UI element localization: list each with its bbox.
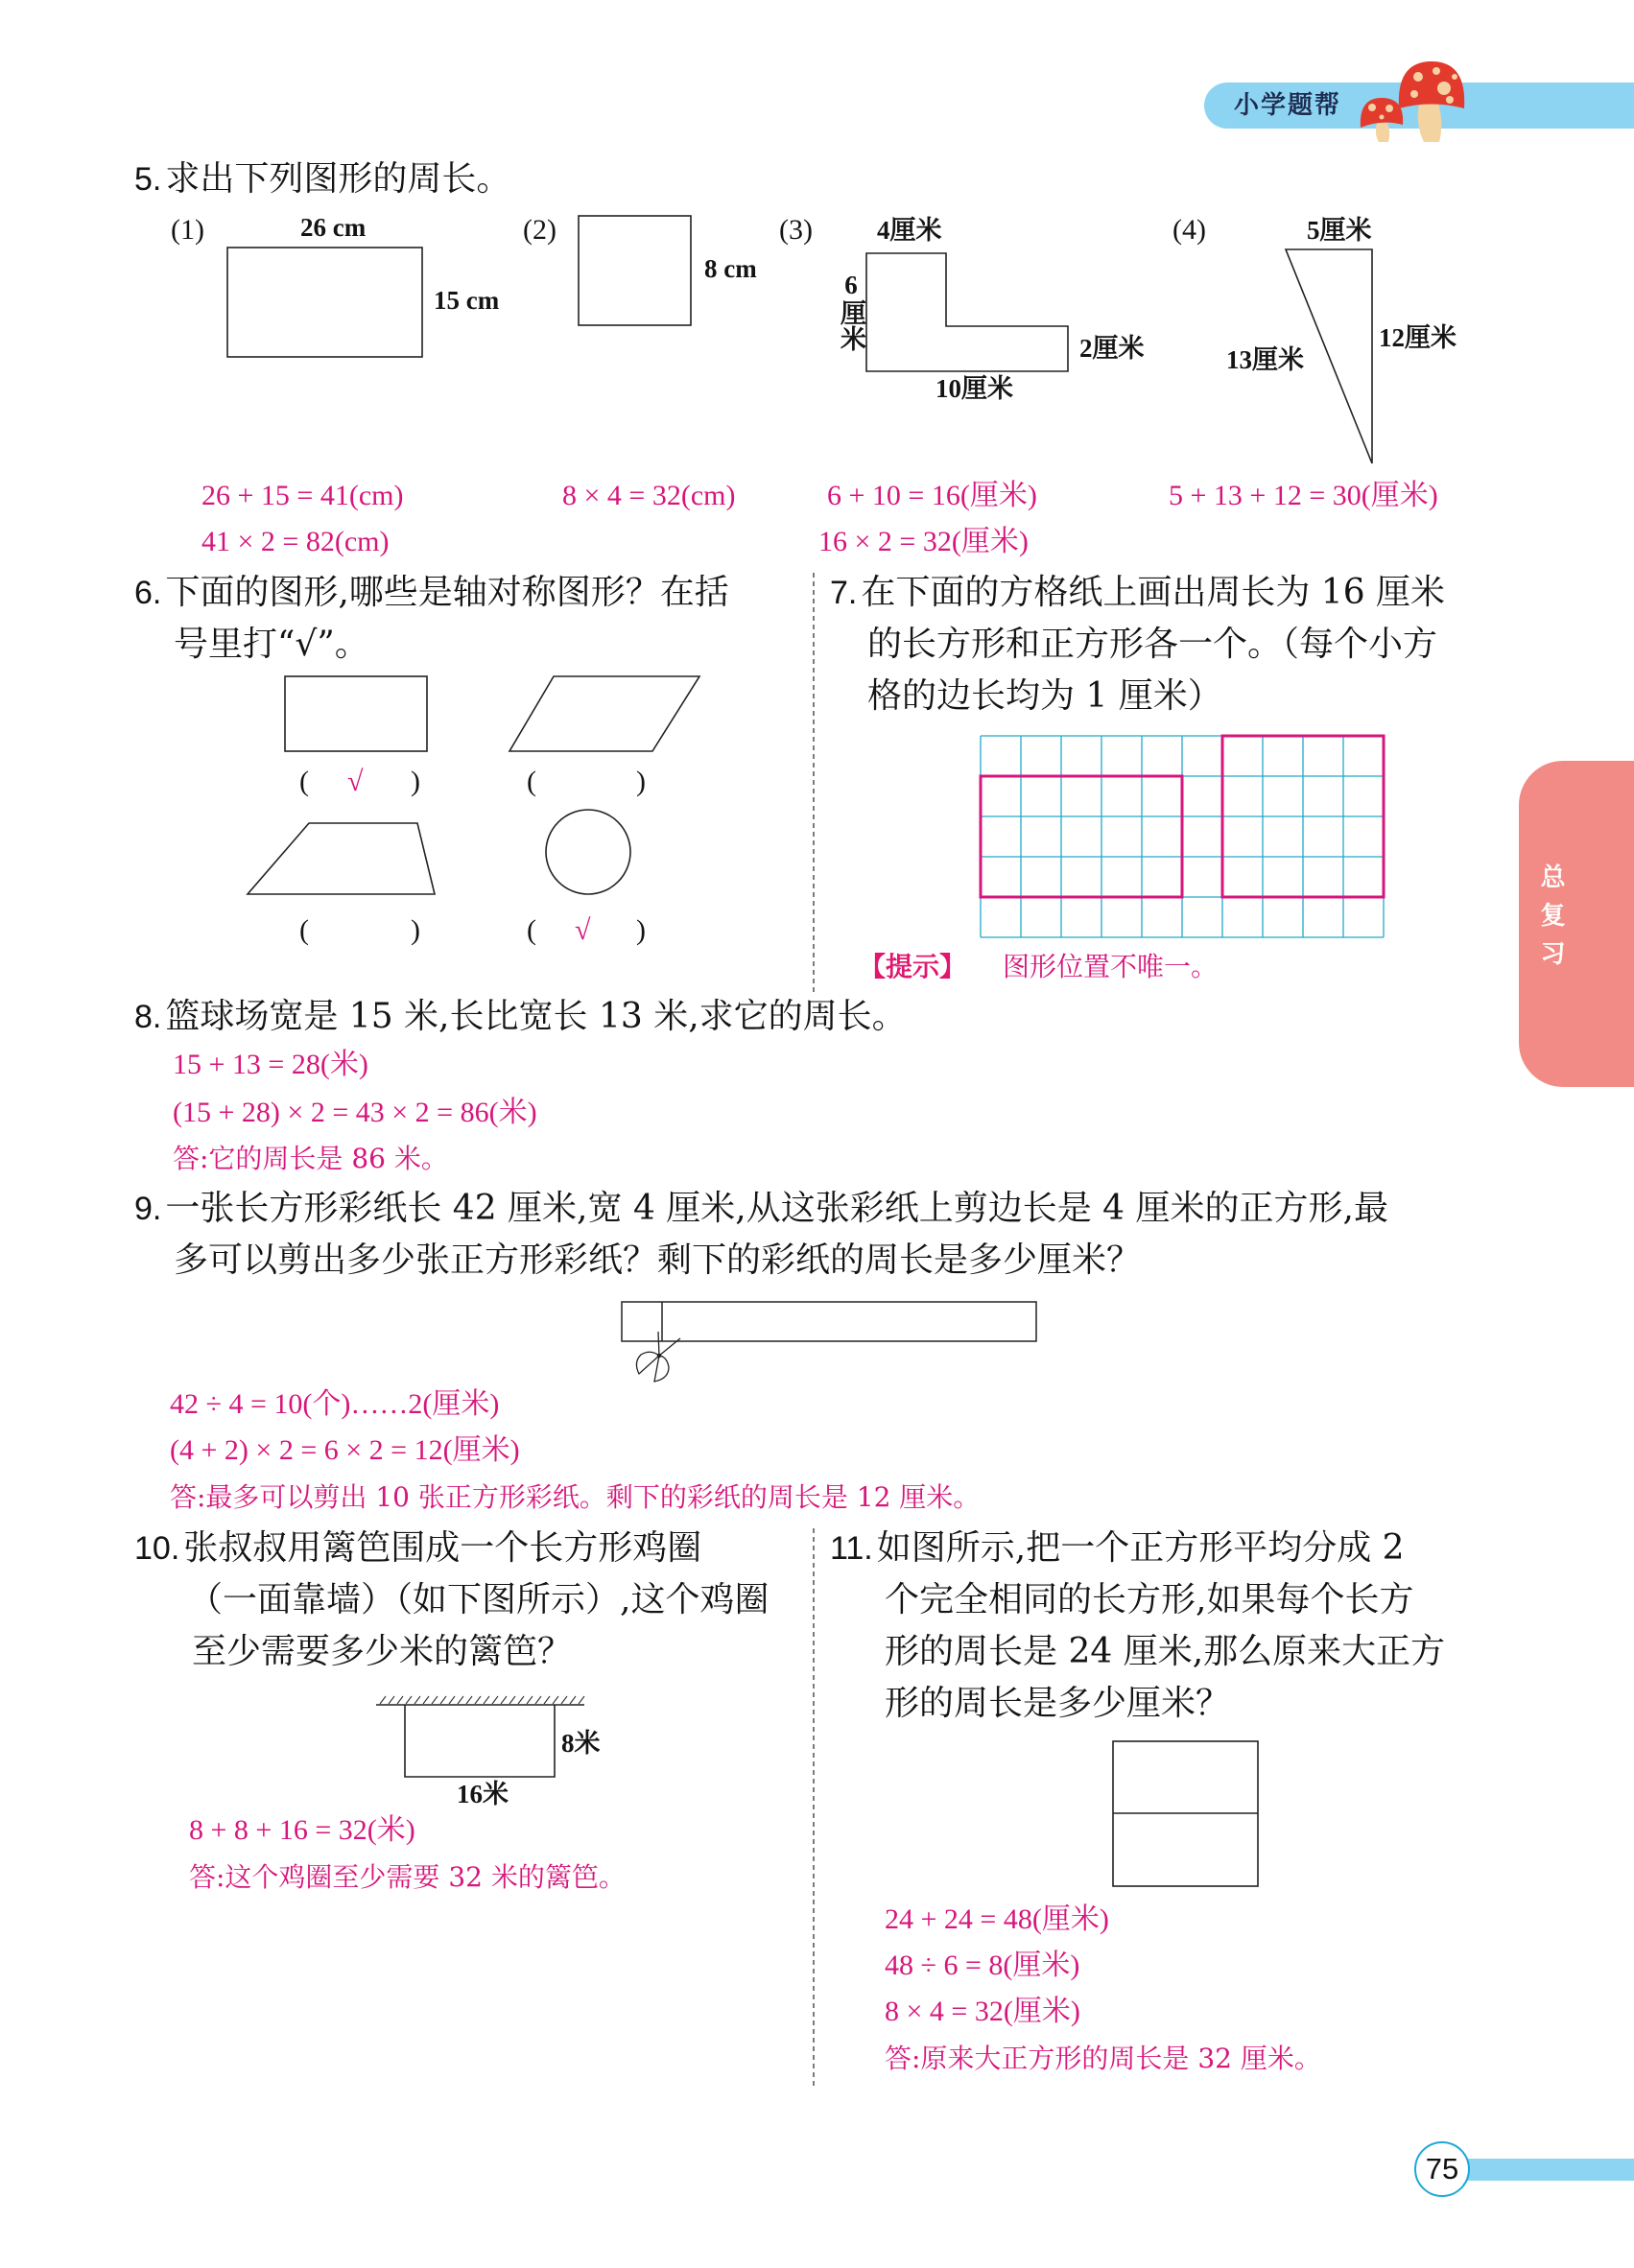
q10-answer-2: 答:这个鸡圈至少需要 32 米的篱笆。 (189, 1861, 626, 1893)
q6-answer-1[interactable]: √ (347, 766, 364, 797)
q5-text: 求出下列图形的周长。 (165, 159, 511, 199)
q5-fig4-slant: 13厘米 (1226, 345, 1304, 374)
q7-text-1: 在下面的方格纸上画出周长为 16 厘米 (861, 573, 1446, 612)
mushroom-spot (1380, 115, 1385, 120)
q6-paren-close-1: ) (411, 766, 420, 797)
q6-circle (546, 810, 630, 894)
q10-pen (405, 1705, 555, 1777)
q5-answer-1b: 41 × 2 = 82(cm) (201, 526, 390, 557)
q6-rectangle (285, 676, 427, 751)
q10-answer-1: 8 + 8 + 16 = 32(米) (189, 1814, 415, 1846)
q6-number: 6. (134, 575, 162, 611)
q6-line-2: 号里打“√”。 (174, 625, 369, 664)
q6-answer-4[interactable]: √ (575, 914, 591, 946)
mushroom-spot (1368, 104, 1376, 111)
q10-side-label: 8米 (561, 1729, 601, 1758)
q7-hint-text: 图形位置不唯一。 (1003, 951, 1219, 982)
q7-line-1 (830, 574, 1445, 612)
q11-line-1 (830, 1529, 1405, 1568)
q11-answer-1: 24 + 24 = 48(厘米) (885, 1903, 1109, 1935)
scissors-icon (636, 1332, 680, 1382)
q6-paren-open-3: ( (299, 914, 309, 946)
mushroom-spot (1452, 74, 1457, 80)
mushroom-spot (1385, 105, 1393, 112)
q7-hint-label: 【提示】 (859, 951, 967, 982)
q9-line-2: 多可以剪出多少张正方形彩纸？剩下的彩纸的周长是多少厘米？ (174, 1240, 1142, 1280)
q10-bottom-label: 16米 (457, 1780, 509, 1808)
q7-number: 7. (830, 575, 858, 611)
q10-text-1: 张叔叔用篱笆围成一个长方形鸡圈 (183, 1528, 702, 1568)
mushroom-stem (1376, 123, 1389, 142)
mushroom-icon (1399, 61, 1464, 142)
q5-square (579, 216, 691, 325)
wall-hatch (380, 1696, 584, 1704)
q5-answer-3a: 6 + 10 = 16(厘米) (827, 480, 1037, 511)
q5-fig1-right: 15 cm (434, 286, 500, 315)
q7-grid-paper (981, 736, 1384, 937)
q9-paper-strip (622, 1302, 1036, 1341)
answer-rectangle (981, 776, 1182, 897)
q9-answer-3: 答:最多可以剪出 10 张正方形彩纸。剩下的彩纸的周长是 12 厘米。 (170, 1481, 981, 1513)
q7-line-2: 的长方形和正方形各一个。（每个小方 (867, 625, 1438, 664)
q6-paren-close-2: ) (636, 766, 646, 797)
brand-title: 小学题帮 (1234, 91, 1342, 120)
q11-number: 11. (830, 1530, 873, 1567)
q8-number: 8. (134, 999, 162, 1035)
q8-answer-2: (15 + 28) × 2 = 43 × 2 = 86(米) (173, 1097, 537, 1128)
q6-paren-close-4: ) (636, 914, 646, 946)
q6-line-1 (134, 574, 729, 612)
q9-answer-2: (4 + 2) × 2 = 6 × 2 = 12(厘米) (170, 1434, 520, 1466)
mushroom-cap (1399, 61, 1464, 108)
q5-fig3-right: 2厘米 (1079, 334, 1145, 363)
q5-fig1-label: (1) (171, 214, 204, 246)
mushroom-spot (1437, 82, 1451, 95)
q5-fig2-label: (2) (523, 214, 557, 246)
q5-answer-4a: 5 + 13 + 12 = 30(厘米) (1169, 480, 1438, 511)
q5-fig4-top: 5厘米 (1307, 216, 1372, 245)
q5-l-shape (866, 253, 1068, 371)
q8-answer-3: 答:它的周长是 86 米。 (173, 1143, 448, 1174)
q5-answer-2a: 8 × 4 = 32(cm) (562, 480, 736, 511)
q6-paren-close-3: ) (411, 914, 420, 946)
q5-fig2-right: 8 cm (704, 254, 757, 283)
q6-paren-open-2: ( (527, 766, 536, 797)
page-number-bar (1466, 2159, 1634, 2181)
small-mushroom-icon (1361, 98, 1403, 142)
q5-answer-3b: 16 × 2 = 32(厘米) (818, 526, 1029, 557)
q9-line-1 (134, 1190, 1388, 1228)
q11-answer-2: 48 ÷ 6 = 8(厘米) (885, 1949, 1080, 1981)
mushroom-spot (1433, 67, 1440, 75)
q10-line-1 (134, 1529, 701, 1568)
q10-number: 10. (134, 1530, 180, 1567)
page-number: 75 (1414, 2141, 1470, 2197)
q8-line-1 (134, 998, 907, 1036)
q6-trapezoid (248, 823, 435, 894)
q5-fig4-label: (4) (1172, 214, 1206, 246)
q6-parallelogram (509, 676, 699, 751)
q9-number: 9. (134, 1191, 162, 1227)
q5-fig3-top: 4厘米 (877, 216, 942, 245)
q11-line-3: 形的周长是 24 厘米,那么原来大正方 (885, 1632, 1446, 1671)
q6-paren-open-4: ( (527, 914, 536, 946)
q5-fig3-left: 6厘米 (837, 271, 865, 351)
q7-line-3: 格的边长均为 1 厘米） (867, 676, 1222, 716)
q10-line-3: 至少需要多少米的篱笆？ (192, 1632, 573, 1671)
q11-answer-4: 答:原来大正方形的周长是 32 厘米。 (885, 2043, 1321, 2074)
q5-fig3-label: (3) (779, 214, 813, 246)
q5-rectangle (227, 248, 422, 357)
q5-number: 5. (134, 161, 162, 198)
q11-line-2: 个完全相同的长方形,如果每个长方 (885, 1580, 1414, 1619)
q5-fig4-right: 12厘米 (1379, 323, 1456, 352)
q5-fig3-bottom: 10厘米 (935, 374, 1013, 403)
q5-fig1-top: 26 cm (300, 213, 367, 242)
q9-answer-1: 42 ÷ 4 = 10(个)……2(厘米) (170, 1388, 500, 1420)
q11-text-1: 如图所示,把一个正方形平均分成 2 (876, 1528, 1405, 1568)
q5-title (134, 160, 510, 199)
q5-answer-1a: 26 + 15 = 41(cm) (201, 480, 404, 511)
mushroom-spot (1413, 72, 1423, 82)
mushroom-spot (1446, 96, 1454, 104)
q9-text-1: 一张长方形彩纸长 42 厘米,宽 4 厘米,从这张彩纸上剪边长是 4 厘米的正方形,最 (165, 1189, 1388, 1228)
q6-text-1: 下面的图形,哪些是轴对称图形？在括 (165, 573, 729, 612)
side-tab-label: 总复习 (1536, 863, 1565, 979)
q11-answer-3: 8 × 4 = 32(厘米) (885, 1996, 1080, 2027)
q10-line-2: （一面靠墙）（如下图所示）,这个鸡圈 (188, 1580, 770, 1619)
q11-line-4: 形的周长是多少厘米？ (885, 1684, 1231, 1723)
q8-answer-1: 15 + 13 = 28(米) (173, 1049, 368, 1080)
q6-paren-open-1: ( (299, 766, 309, 797)
mushroom-spot (1410, 90, 1418, 98)
mushroom-stem (1418, 104, 1442, 142)
q8-text: 篮球场宽是 15 米,长比宽长 13 米,求它的周长。 (165, 997, 907, 1036)
